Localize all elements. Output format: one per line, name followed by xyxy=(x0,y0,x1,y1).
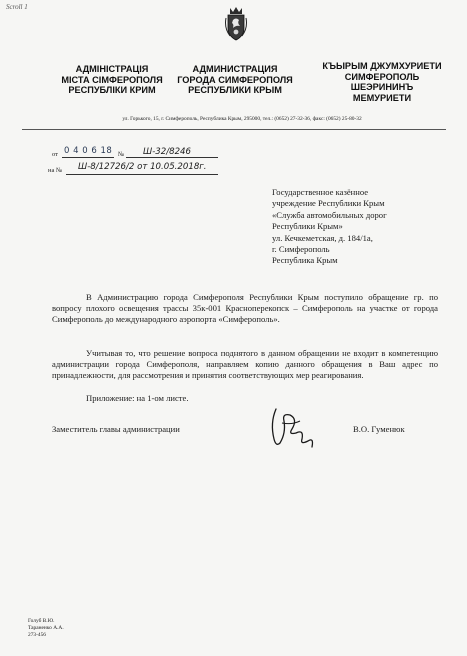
addressee-line: учреждение Республики Крым xyxy=(272,198,385,209)
executor-line: 273-456 xyxy=(28,632,46,639)
addressee-line: г. Симферополь xyxy=(272,244,330,255)
date-prefix: от xyxy=(52,151,59,158)
org-line: ГОРОДА СИМФЕРОПОЛЯ xyxy=(177,74,293,85)
org-name-russian xyxy=(172,64,298,96)
org-name-crimean-tatar xyxy=(312,61,452,103)
org-line: АДМІНІСТРАЦІЯ xyxy=(75,64,149,74)
org-line: МЕМУРИЕТИ xyxy=(352,92,412,103)
contact-line: ул. Горького, 15, г. Симферополь, Республика Крым, 295000, тел.: (0652) 27-32-36, факс: (0652) 25-80-32 xyxy=(122,116,362,122)
reference-underline xyxy=(66,174,218,175)
executor-block xyxy=(28,618,64,640)
number-underline xyxy=(126,157,218,158)
reference-prefix: на № xyxy=(48,167,63,174)
attachment-note xyxy=(52,393,438,404)
reference-number: Ш-8/12726/2 от 10.05.2018г. xyxy=(78,162,207,172)
paragraph-text: Учитывая то, что решение вопроса поднятого в данном обращении не входит в компетенцию администрации города Симферополя, направляем копию данного обращения в Ваш адрес по принадлежности, для рассмотрения и принятия соответствующих мер реагирования. xyxy=(52,348,438,381)
date-stamp: 0 4 0 6 18 xyxy=(64,146,113,156)
crimea-coat-of-arms-icon xyxy=(224,6,248,42)
date-underline xyxy=(62,157,114,158)
addressee-line: Республики Крым» xyxy=(272,221,343,232)
org-line: МІСТА СІМФЕРОПОЛЯ xyxy=(61,74,163,85)
org-line: ШЕЭРИНИНЪ xyxy=(350,82,414,92)
signatory-role: Заместитель главы администрации xyxy=(52,424,180,434)
paragraph-text: В Администрацию города Симферополя Республики Крым поступило обращение гр. по вопросу плохого освещения трассы 35к-001 Красноперекопск – Симферополь на участке от города Симферополь до международного аэропорта «Симферополь». xyxy=(52,292,438,325)
org-line: РЕСПУБЛІКИ КРИМ xyxy=(68,85,156,95)
org-line: КЪЫРЫМ ДЖУМХУРИЕТИ xyxy=(322,61,442,71)
addressee-line: «Служба автомобильных дорог xyxy=(272,209,387,220)
executor-line: Голуб В.Ю. xyxy=(28,618,55,624)
body-paragraph-2 xyxy=(52,348,438,381)
handwritten-signature-icon xyxy=(262,403,332,453)
paragraph-text: Приложение: на 1-ом листе. xyxy=(86,393,189,403)
addressee-line: Государственное казённое xyxy=(272,187,369,197)
org-line: АДМИНИСТРАЦИЯ xyxy=(192,64,278,74)
header-divider xyxy=(22,129,446,130)
org-line: РЕСПУБЛИКИ КРЫМ xyxy=(188,85,282,95)
number-prefix: № xyxy=(118,151,125,158)
addressee-line: Республика Крым xyxy=(272,255,338,266)
executor-line: Тараненко А.А. xyxy=(28,625,64,632)
org-line: СИМФЕРОПОЛЬ xyxy=(344,71,420,82)
addressee-block xyxy=(272,187,442,267)
corner-mark: Scroll 1 xyxy=(6,3,28,11)
addressee-line: ул. Кечкеметская, д. 184/1а, xyxy=(272,232,373,243)
signatory-name: В.О. Гуменюк xyxy=(353,424,405,434)
outgoing-number: Ш-32/8246 xyxy=(143,147,191,157)
org-name-ukrainian xyxy=(52,64,172,96)
body-paragraph-1 xyxy=(52,292,438,325)
